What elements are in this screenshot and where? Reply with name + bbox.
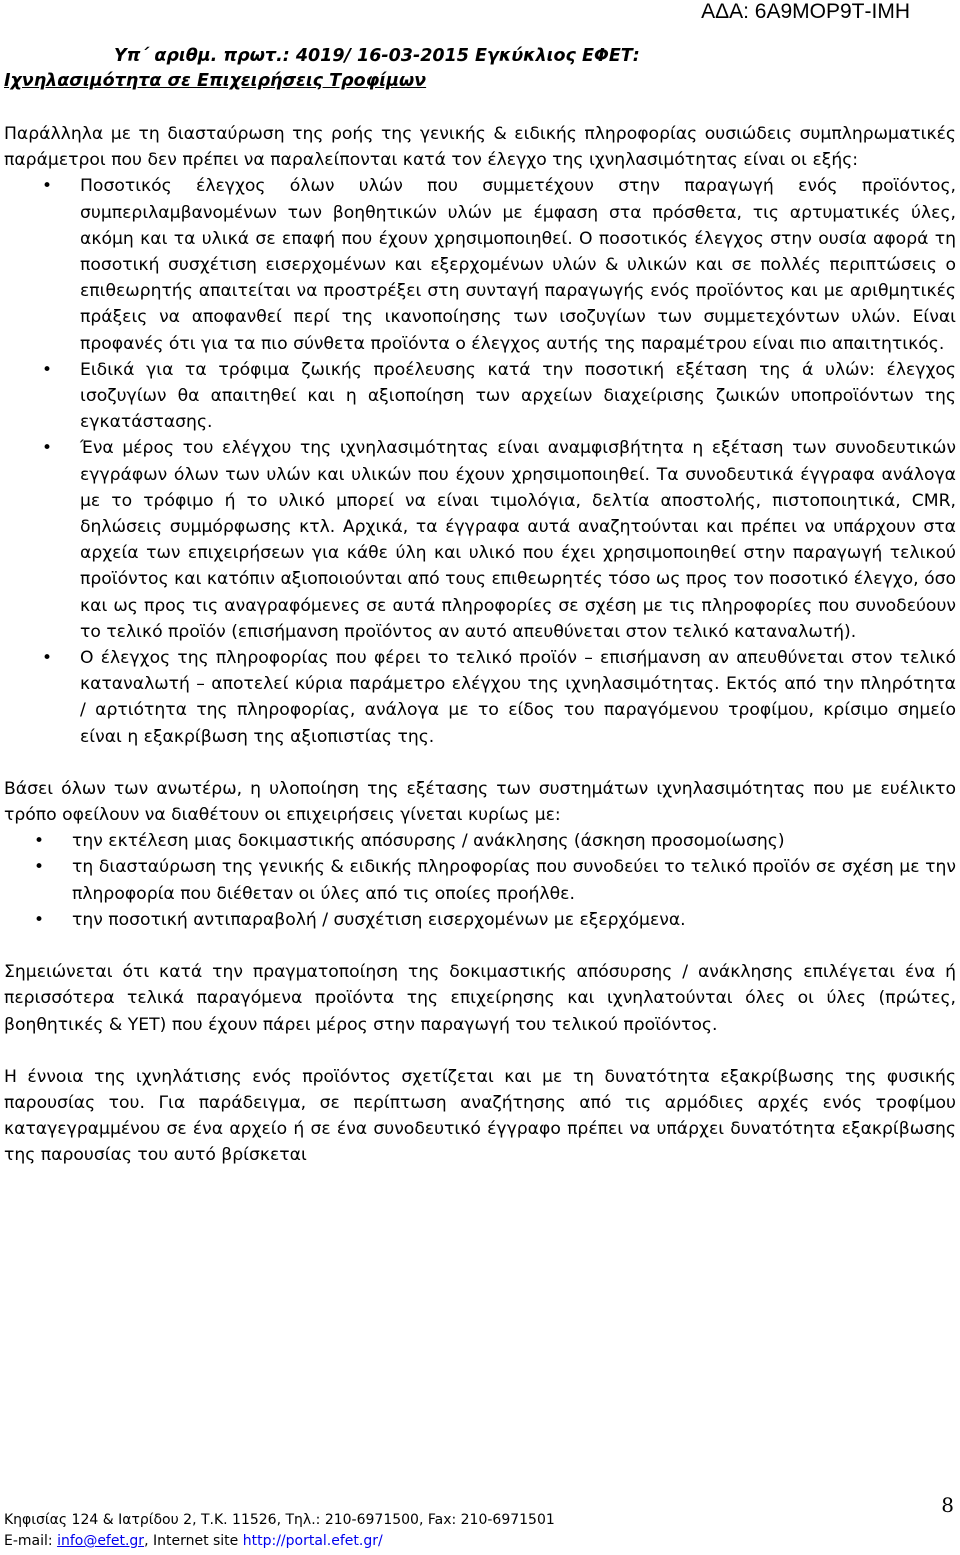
bullet-icon: •: [42, 648, 53, 669]
methods-list: [4, 828, 956, 933]
page-footer: [4, 1510, 555, 1552]
methods-paragraph: Βάσει όλων των ανωτέρω, η υλοποίηση της εξέτασης των συστημάτων ιχνηλασιμότητας που με ευέλικτο τρόπο οφείλουν να διαθέτουν οι επιχειρήσεις γίνεται κυρίως με:: [4, 778, 956, 826]
traceability-paragraph: Η έννοια της ιχνηλάτισης ενός προϊόντος σχετίζεται και με τη δυνατότητα εξακρίβωσης της φυσικής παρουσίας του. Για παράδειγμα, σε περίπτωση αναζήτησης από τις αρμόδιες αρχές ενός τροφίμου καταγεγραμμένου σε ένα αρχείο ή σε ένα συνοδευτικό έγγραφο πρέπει να υπάρχει δυνατότητα εξακρίβωσης της παρουσίας του αυτό βρίσκεται: [4, 1066, 956, 1166]
website-link[interactable]: http://portal.efet.gr/: [242, 1533, 383, 1549]
footer-contact: E-mail: info@efet.gr, Internet site http://portal.efet.gr/: [4, 1533, 383, 1549]
header-subject: Ιχνηλασιμότητα σε Επιχειρήσεις Τροφίμων: [4, 71, 427, 91]
list-item: • την ποσοτική αντιπαραβολή / συσχέτιση εισερχομένων με εξερχόμενα.: [4, 907, 956, 933]
parameters-list: [4, 173, 956, 749]
list-item: • την εκτέλεση μιας δοκιμαστικής απόσυρσης / ανάκλησης (άσκηση προσομοίωσης): [4, 828, 956, 854]
intro-paragraph: Παράλληλα με τη διασταύρωση της ροής της γενικής & ειδικής πληροφορίας ουσιώδεις συμπληρωματικές παράμετροι που δεν πρέπει να παραλείπονται κατά τον έλεγχο της ιχνηλασιμότητας είναι οι εξής:: [4, 124, 956, 171]
list-item: • Ποσοτικός έλεγχος όλων υλών που συμμετέχουν στην παραγωγή ενός προϊόντος, συμπεριλαμβανομένων των βοηθητικών υλών με έμφαση στα πρόσθετα, τις αρτυματικές ύλες, ακόμη και τα υλικά σε επαφή που έχουν χρησιμοποιηθεί. Ο ποσοτικός έλεγχος στην ουσία αφορά τη ποσοτική συσχέτιση εισερχομένων και εξερχομένων υλών & υλικών και σε πολλές περιπτώσεις ο επιθεωρητής απαιτείται να προστρέξει στη συνταγή παραγωγής ενός προϊόντος και με αριθμητικές πράξεις να αποφανθεί περί της ικανοποίησης των ισοζυγίων των συμμετεχόντων υλών. Είναι προφανές ότι για τα πιο σύνθετα προϊόντα ο έλεγχος αυτής της παραμέτρου είναι πιο απαιτητικός.: [4, 173, 956, 356]
footer-address: Κηφισίας 124 & Ιατρίδου 2, Τ.Κ. 11526, Τηλ.: 210-6971500, Fax: 210-6971501: [4, 1512, 555, 1528]
bullet-icon: •: [42, 176, 53, 197]
ada-code: ΑΔΑ: 6Α9ΜΟΡ9Τ-ΙΜΗ: [701, 0, 910, 23]
recall-paragraph: Σημειώνεται ότι κατά την πραγματοποίηση της δοκιμαστικής απόσυρσης / ανάκλησης επιλέγεται ένα ή περισσότερα τελικά παραγόμενα προϊόντα της επιχείρησης και ιχνηλατούνται όλες οι ύλες (πρώτες, βοηθητικές & ΥΕΤ) που έχουν πάρει μέρος στην παραγωγή του τελικού προϊόντος.: [4, 962, 956, 1035]
page-number: 8: [941, 1493, 954, 1517]
list-item: • Ο έλεγχος της πληροφορίας που φέρει το τελικό προϊόν – επισήμανση αν απευθύνεται στον τελικό καταναλωτή – αποτελεί κύρια παράμετρο ελέγχου της ιχνηλασιμότητας. Εκτός από την πληρότητα / αρτιότητα της πληροφορίας, ανάλογα με το είδος του παραγόμενου τροφίμου, κρίσιμο σημείο είναι η εξακρίβωση της αξιοπιστίας της.: [4, 645, 956, 750]
bullet-icon: •: [42, 438, 53, 459]
email-link[interactable]: info@efet.gr: [57, 1533, 145, 1549]
list-item: • Ένα μέρος του ελέγχου της ιχνηλασιμότητας είναι αναμφισβήτητα η εξέταση των συνοδευτικών εγγράφων όλων των υλών και υλικών που έχουν χρησιμοποιηθεί. Τα συνοδευτικά έγγραφα ανάλογα με το τρόφιμο ή το υλικό μπορεί να είναι τιμολόγια, δελτία αποστολής, πιστοποιητικά, CMR, δηλώσεις συμμόρφωσης κτλ. Αρχικά, τα έγγραφα αυτά αναζητούνται και πρέπει να υπάρχουν στα αρχεία των επιχειρήσεων για κάθε ύλη και υλικό που έχει χρησιμοποιηθεί στην παραγωγή τελικού προϊόντος και κατόπιν αξιοποιούνται από τους επιθεωρητές τόσο ως προς τον ποσοτικό έλεγχο, όσο και ως προς τις αναγραφόμενες σε αυτά πληροφορίες σε σχέση με τις πληροφορίες που συνοδεύουν το τελικό προϊόν (επισήμανση προϊόντος αν αυτό απευθύνεται στον τελικό καταναλωτή).: [4, 435, 956, 645]
bullet-icon: •: [42, 359, 53, 380]
bullet-icon: •: [34, 857, 45, 878]
list-item: • Ειδικά για τα τρόφιμα ζωικής προέλευσης κατά την ποσοτική εξέταση της ά υλών: έλεγχος ισοζυγίων θα απαιτηθεί και η αξιοποίηση των αρχείων διαχείρισης ζωικών υποπροϊόντων της εγκατάστασης.: [4, 357, 956, 436]
list-item: • τη διασταύρωση της γενικής & ειδικής πληροφορίας που συνοδεύει το τελικό προϊόν σε σχέση με την πληροφορία που διέθεταν οι ύλες από τις οποίες προήλθε.: [4, 854, 956, 906]
document-body: [4, 121, 956, 1169]
bullet-icon: •: [34, 831, 45, 852]
bullet-icon: •: [34, 909, 45, 930]
header-circular-ref: Υπ΄ αριθμ. πρωτ.: 4019/ 16-03-2015 Εγκύκλιος ΕΦΕΤ:: [114, 46, 640, 66]
document-header: [4, 44, 904, 94]
